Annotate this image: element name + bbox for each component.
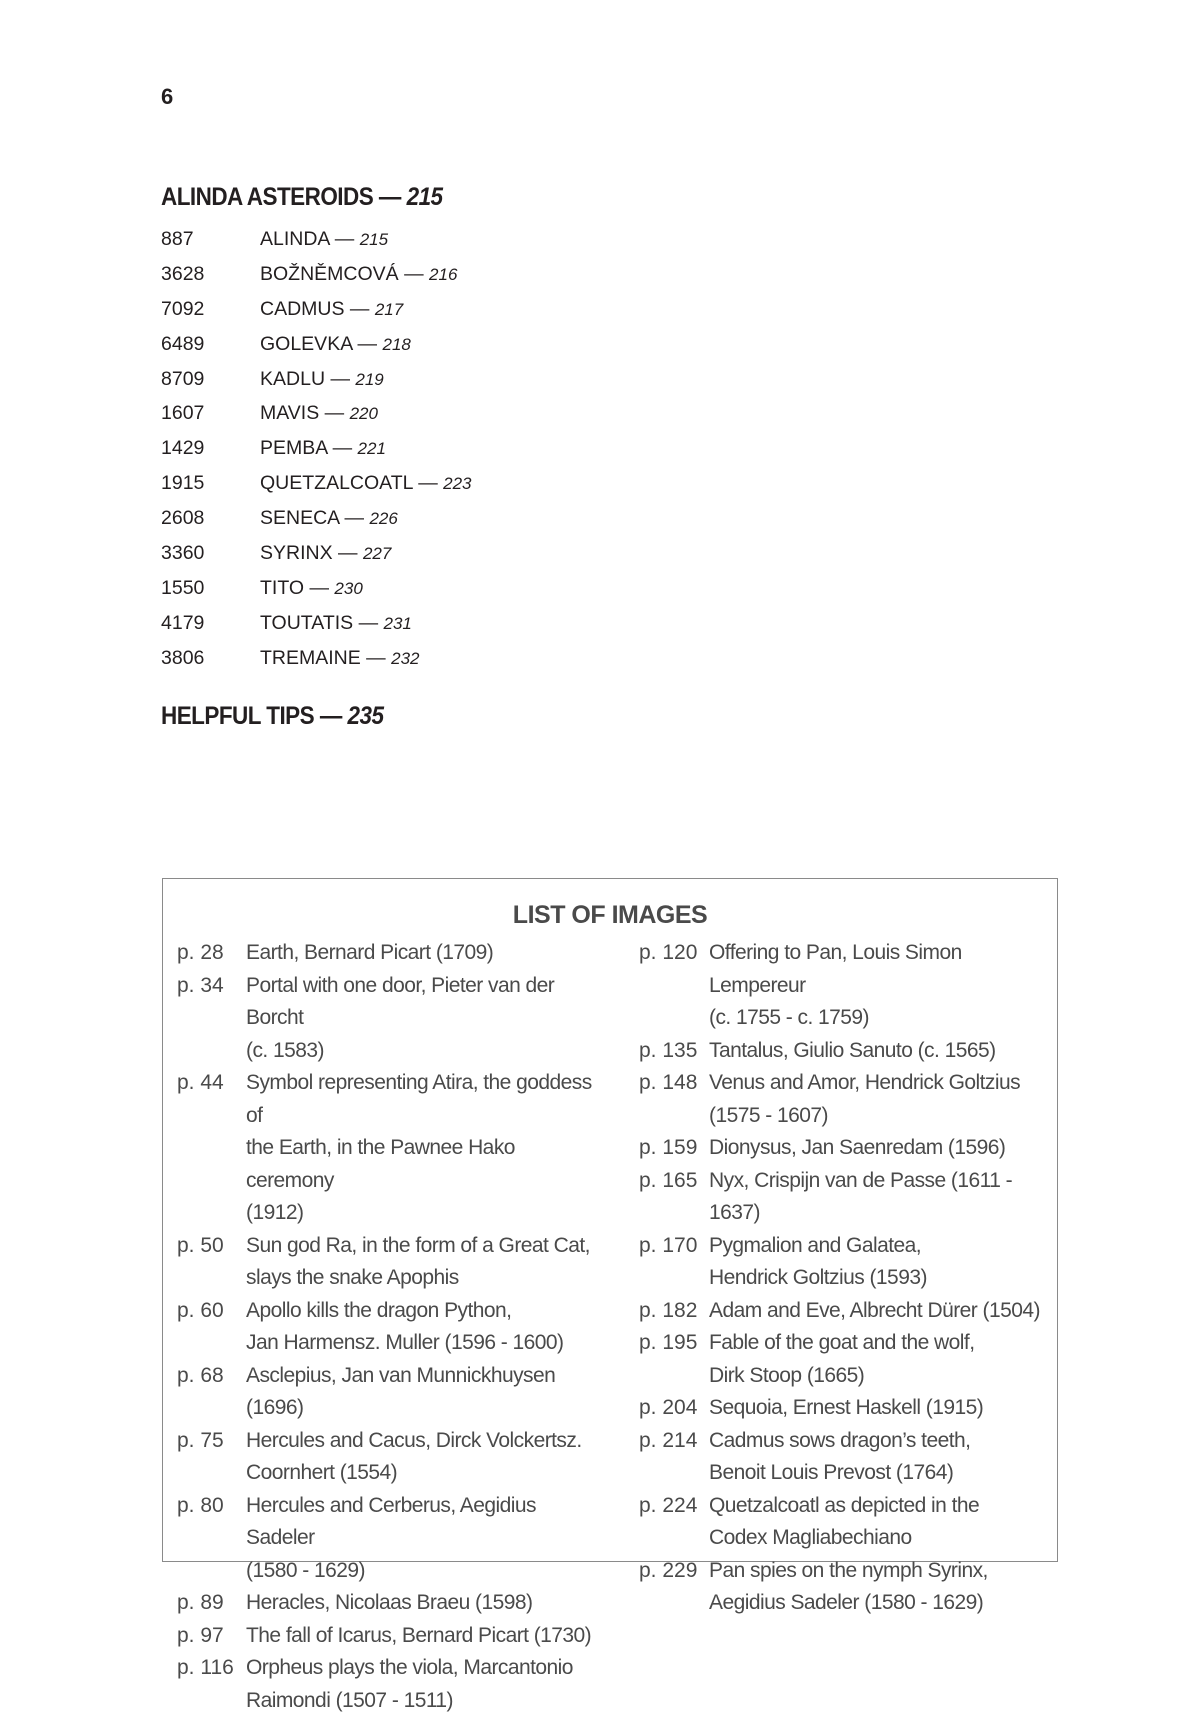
asteroid-entry: [260, 507, 398, 530]
image-caption-line: Cadmus sows dragon’s teeth,: [709, 1428, 971, 1452]
image-caption-line: Orpheus plays the viola, Marcantonio: [246, 1656, 573, 1679]
asteroid-number: 4179: [161, 611, 205, 634]
asteroid-row: [161, 571, 472, 606]
image-caption: [246, 1490, 607, 1588]
asteroid-entry: [260, 647, 419, 670]
image-list-item: [177, 970, 607, 1068]
image-caption-line: (1912): [246, 1201, 304, 1224]
image-list-item: [639, 937, 1049, 1035]
asteroid-entry: [260, 437, 386, 460]
image-caption-line: Earth, Bernard Picart (1709): [246, 941, 494, 964]
asteroid-name: QUETZALCOATL —: [260, 472, 438, 495]
image-list-item: [177, 1067, 607, 1230]
image-caption: [709, 1035, 1049, 1068]
image-caption: [709, 1327, 1049, 1392]
asteroid-page: 226: [369, 509, 398, 529]
image-caption-line: Hercules and Cacus, Dirck Volckertsz.: [246, 1428, 582, 1452]
image-page-ref: p. 165: [639, 1168, 698, 1192]
image-caption-line: Dionysus, Jan Saenredam (1596): [709, 1136, 1006, 1159]
image-caption-line: Benoit Louis Prevost (1764): [709, 1461, 954, 1484]
list-of-images-box: [162, 878, 1058, 1712]
image-caption-line: Raimondi (1507 - 1511): [246, 1688, 453, 1712]
image-page-ref: p. 28: [177, 941, 224, 964]
asteroid-number: 8709: [161, 367, 205, 390]
asteroid-number: 1607: [161, 402, 205, 425]
image-list-item: [639, 1327, 1049, 1392]
asteroid-row: [161, 327, 472, 362]
list-of-images-left-column: [177, 937, 607, 1717]
image-list-item: [639, 1392, 1049, 1425]
image-caption-line: Sequoia, Ernest Haskell (1915): [709, 1396, 984, 1419]
image-caption: [246, 1425, 607, 1490]
image-caption: [709, 1555, 1049, 1620]
asteroid-name: TREMAINE —: [260, 646, 386, 669]
asteroid-number: 2608: [161, 507, 205, 530]
asteroid-name: GOLEVKA —: [260, 332, 378, 355]
asteroid-page: 219: [355, 369, 384, 389]
image-page-ref: p. 60: [177, 1298, 224, 1322]
image-list-item: [177, 1490, 607, 1588]
image-caption-line: Portal with one door, Pieter van der Borcht: [246, 973, 555, 1029]
asteroid-entry: [260, 263, 457, 286]
image-caption-line: The fall of Icarus, Bernard Picart (1730): [246, 1623, 592, 1647]
image-caption: [709, 1295, 1049, 1328]
asteroid-name: CADMUS —: [260, 297, 370, 320]
image-list-item: [639, 1230, 1049, 1295]
asteroid-page: 231: [383, 613, 412, 633]
asteroid-number: 1915: [161, 472, 205, 495]
asteroid-page: 220: [349, 404, 378, 424]
image-list-item: [177, 1295, 607, 1360]
page-number: 6: [161, 84, 174, 109]
asteroid-page: 218: [382, 334, 411, 354]
image-caption: [246, 937, 607, 970]
image-list-item: [177, 1360, 607, 1425]
asteroid-name: SYRINX —: [260, 541, 358, 564]
asteroid-number: 1429: [161, 437, 205, 460]
image-caption-line: the Earth, in the Pawnee Hako ceremony: [246, 1136, 515, 1192]
image-caption: [246, 970, 607, 1068]
image-caption: [709, 1392, 1049, 1425]
image-caption-line: Codex Magliabechiano: [709, 1526, 912, 1549]
asteroid-number: 3628: [161, 262, 205, 285]
image-list-item: [177, 1425, 607, 1490]
asteroid-number: 3806: [161, 646, 205, 669]
image-page-ref: p. 182: [639, 1298, 698, 1322]
asteroid-entry: [260, 612, 412, 635]
image-list-item: [639, 1165, 1049, 1230]
image-page-ref: p. 97: [177, 1623, 224, 1647]
image-caption: [709, 1490, 1049, 1555]
image-list-item: [177, 1652, 607, 1717]
image-caption-line: Pan spies on the nymph Syrinx,: [709, 1558, 988, 1582]
image-page-ref: p. 116: [177, 1656, 234, 1679]
image-page-ref: p. 135: [639, 1038, 698, 1062]
image-list-item: [177, 937, 607, 970]
image-caption-line: (c. 1755 - c. 1759): [709, 1006, 869, 1029]
image-caption-line: Tantalus, Giulio Sanuto (c. 1565): [709, 1038, 996, 1062]
image-page-ref: p. 204: [639, 1396, 698, 1419]
section-heading-label: ALINDA ASTEROIDS —: [161, 183, 401, 211]
image-caption-line: (1575 - 1607): [709, 1103, 828, 1127]
asteroid-page: 215: [359, 229, 389, 249]
asteroid-entry: [260, 472, 472, 495]
image-caption: [246, 1360, 607, 1425]
image-caption-line: Adam and Eve, Albrecht Dürer (1504): [709, 1298, 1040, 1322]
asteroid-page: 230: [334, 578, 363, 598]
image-caption: [246, 1620, 607, 1653]
image-caption-line: Hercules and Cerberus, Aegidius Sadeler: [246, 1493, 536, 1549]
asteroid-name: PEMBA —: [260, 437, 353, 460]
asteroid-entry: [260, 298, 403, 321]
asteroid-entry: [260, 577, 363, 600]
asteroid-name: ALINDA —: [260, 227, 355, 250]
image-list-item: [639, 1425, 1049, 1490]
image-page-ref: p. 148: [639, 1071, 698, 1094]
image-list-item: [639, 1490, 1049, 1555]
list-of-images-title: LIST OF IMAGES: [512, 901, 708, 929]
image-caption-line: Aegidius Sadeler (1580 - 1629): [709, 1591, 984, 1614]
list-of-images-right-column: [639, 937, 1049, 1620]
asteroid-number: 887: [161, 227, 194, 250]
image-page-ref: p. 68: [177, 1363, 224, 1387]
section-heading-page: 235: [347, 702, 384, 730]
image-page-ref: p. 34: [177, 973, 224, 997]
asteroid-page: 223: [443, 474, 472, 494]
image-caption-line: Symbol representing Atira, the goddess of: [246, 1071, 592, 1127]
image-list-item: [639, 1035, 1049, 1068]
image-caption-line: (c. 1583): [246, 1038, 324, 1062]
image-caption-line: Offering to Pan, Louis Simon Lempereur: [709, 941, 962, 997]
image-page-ref: p. 120: [639, 941, 698, 964]
asteroid-row: [161, 466, 472, 501]
asteroid-row: [161, 606, 472, 641]
image-caption-line: Pygmalion and Galatea,: [709, 1233, 922, 1257]
image-caption: [246, 1295, 607, 1360]
image-list-item: [639, 1132, 1049, 1165]
image-caption-line: Quetzalcoatl as depicted in the: [709, 1493, 980, 1517]
asteroid-row: [161, 641, 472, 676]
image-page-ref: p. 89: [177, 1591, 224, 1614]
image-list-item: [177, 1230, 607, 1295]
asteroid-name: TITO —: [260, 576, 329, 599]
image-caption: [246, 1652, 607, 1717]
image-page-ref: p. 214: [639, 1428, 698, 1452]
asteroid-row: [161, 222, 472, 257]
image-caption: [709, 1425, 1049, 1490]
image-caption-line: Heracles, Nicolaas Braeu (1598): [246, 1591, 533, 1614]
asteroid-row: [161, 536, 472, 571]
image-caption: [709, 1132, 1049, 1165]
image-caption: [246, 1067, 607, 1230]
image-caption-line: Fable of the goat and the wolf,: [709, 1331, 975, 1354]
asteroid-number: 7092: [161, 297, 205, 320]
asteroid-number: 1550: [161, 576, 205, 599]
asteroid-entry: [260, 402, 378, 425]
image-caption-line: Dirk Stoop (1665): [709, 1363, 865, 1387]
section-heading-alinda-asteroids: [161, 183, 443, 212]
asteroid-entry: [260, 333, 411, 356]
image-list-item: [639, 1295, 1049, 1328]
section-heading-page: 215: [406, 183, 443, 211]
image-list-item: [177, 1620, 607, 1653]
image-caption-line: Coornhert (1554): [246, 1461, 398, 1484]
asteroid-name: TOUTATIS —: [260, 611, 379, 634]
image-page-ref: p. 229: [639, 1558, 698, 1582]
asteroid-row: [161, 431, 472, 466]
asteroid-entry: [260, 542, 391, 565]
image-page-ref: p. 224: [639, 1493, 698, 1517]
image-caption: [246, 1230, 607, 1295]
image-caption: [709, 1067, 1049, 1132]
asteroid-row: [161, 396, 472, 431]
asteroid-entry: [260, 368, 384, 391]
asteroid-page: 217: [374, 299, 404, 319]
asteroid-row: [161, 362, 472, 397]
asteroid-number: 6489: [161, 332, 205, 355]
image-caption-line: Nyx, Crispijn van de Passe (1611 - 1637): [709, 1168, 1013, 1224]
asteroid-name: MAVIS —: [260, 402, 345, 425]
image-page-ref: p. 80: [177, 1493, 224, 1517]
asteroid-row: [161, 501, 472, 536]
image-page-ref: p. 159: [639, 1136, 698, 1159]
section-heading-helpful-tips: [161, 702, 383, 731]
image-page-ref: p. 50: [177, 1233, 224, 1257]
asteroid-row: [161, 292, 472, 327]
image-list-item: [639, 1067, 1049, 1132]
image-page-ref: p. 75: [177, 1428, 224, 1452]
asteroid-row: [161, 257, 472, 292]
image-caption: [709, 1165, 1049, 1230]
asteroid-name: BOŽNĚMCOVÁ —: [260, 262, 424, 285]
image-page-ref: p. 44: [177, 1071, 224, 1094]
image-caption: [246, 1587, 607, 1620]
asteroid-entry: [260, 228, 388, 251]
asteroid-list: [161, 222, 472, 676]
image-caption-line: Apollo kills the dragon Python,: [246, 1298, 512, 1322]
image-caption-line: Venus and Amor, Hendrick Goltzius: [709, 1071, 1021, 1094]
asteroid-page: 221: [357, 439, 386, 459]
image-caption: [709, 937, 1049, 1035]
image-caption-line: Asclepius, Jan van Munnickhuysen (1696): [246, 1363, 556, 1419]
image-list-item: [639, 1555, 1049, 1620]
image-caption-line: Hendrick Goltzius (1593): [709, 1266, 927, 1289]
image-page-ref: p. 195: [639, 1331, 698, 1354]
image-caption-line: (1580 - 1629): [246, 1558, 365, 1582]
image-list-item: [177, 1587, 607, 1620]
asteroid-page: 232: [391, 648, 420, 668]
asteroid-name: KADLU —: [260, 367, 350, 390]
asteroid-page: 216: [429, 264, 458, 284]
image-caption-line: slays the snake Apophis: [246, 1266, 459, 1289]
section-heading-label: HELPFUL TIPS —: [161, 702, 342, 730]
asteroid-name: SENECA —: [260, 507, 365, 530]
image-caption: [709, 1230, 1049, 1295]
image-page-ref: p. 170: [639, 1233, 698, 1257]
asteroid-page: 227: [362, 543, 392, 563]
image-caption-line: Sun god Ra, in the form of a Great Cat,: [246, 1233, 590, 1257]
image-caption-line: Jan Harmensz. Muller (1596 - 1600): [246, 1331, 564, 1354]
asteroid-number: 3360: [161, 541, 205, 564]
